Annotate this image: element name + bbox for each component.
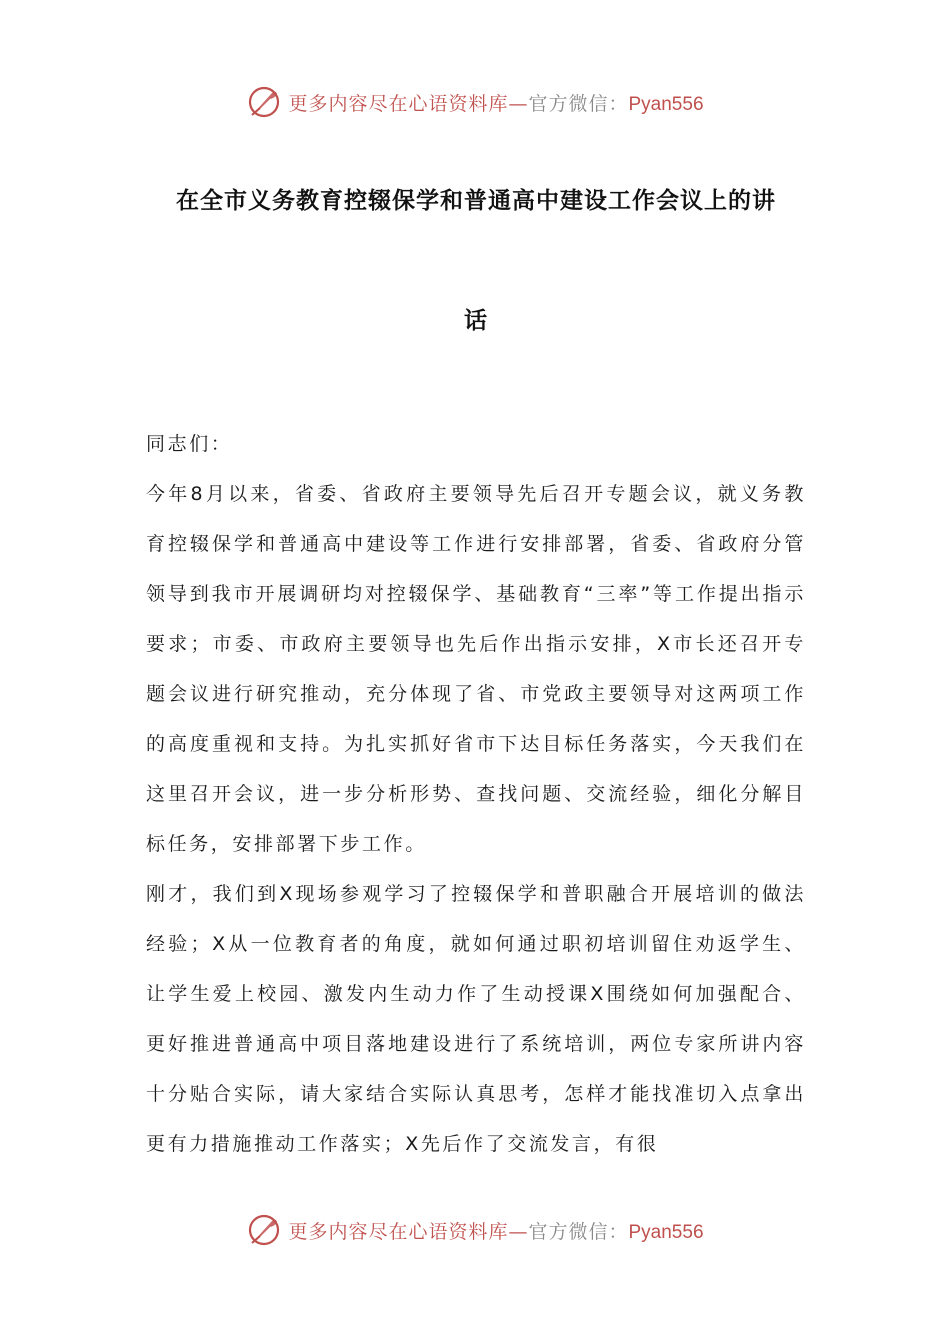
watermark-footer: [0, 1208, 950, 1252]
document-title-line-1: 在全市义务教育控辍保学和普通高中建设工作会议上的讲: [176, 188, 776, 214]
document-body: [146, 419, 806, 1169]
greeting: 同志们：: [146, 433, 233, 455]
watermark-id: Pyan556: [628, 93, 704, 115]
watermark-dash: —: [508, 92, 529, 115]
watermark-text: [288, 89, 703, 116]
watermark-text: [288, 1217, 703, 1244]
quill-logo-icon: [246, 1212, 282, 1248]
quill-logo-icon: [246, 84, 282, 120]
watermark-header: [0, 80, 950, 124]
watermark-label: 官方微信：: [528, 1220, 629, 1243]
watermark-dash: —: [508, 1220, 529, 1243]
paragraph-1: 今年8月以来，省委、省政府主要领导先后召开专题会议，就义务教育控辍保学和普通高中建设等工作进行安排部署，省委、省政府分管领导到我市开展调研均对控辍保学、基础教育“三率”等工作提出指示要求；市委、市政府主要领导也先后作出指示安排，X市长还召开专题会议进行研究推动，充分体现了省、市党政主要领导对这两项工作的高度重视和支持。为扎实抓好省市下达目标任务落实，今天我们在这里召开会议，进一步分析形势、查找问题、交流经验，细化分解目标任务，安排部署下步工作。: [146, 483, 806, 855]
paragraph-2: 刚才，我们到X现场参观学习了控辍保学和普职融合开展培训的做法经验；X从一位教育者的角度，就如何通过职初培训留住劝返学生、让学生爱上校园、激发内生动力作了生动授课X围绕如何加强配合、更好推进普通高中项目落地建设进行了系统培训，两位专家所讲内容十分贴合实际，请大家结合实际认真思考，怎样才能找准切入点拿出更有力措施推动工作落实；X先后作了交流发言，有很: [146, 883, 806, 1155]
watermark-id: Pyan556: [628, 1221, 704, 1243]
document-title-line-2: 话: [464, 308, 488, 334]
watermark-main: 更多内容尽在心语资料库: [288, 1220, 509, 1243]
watermark-label: 官方微信：: [528, 92, 629, 115]
watermark-main: 更多内容尽在心语资料库: [288, 92, 509, 115]
